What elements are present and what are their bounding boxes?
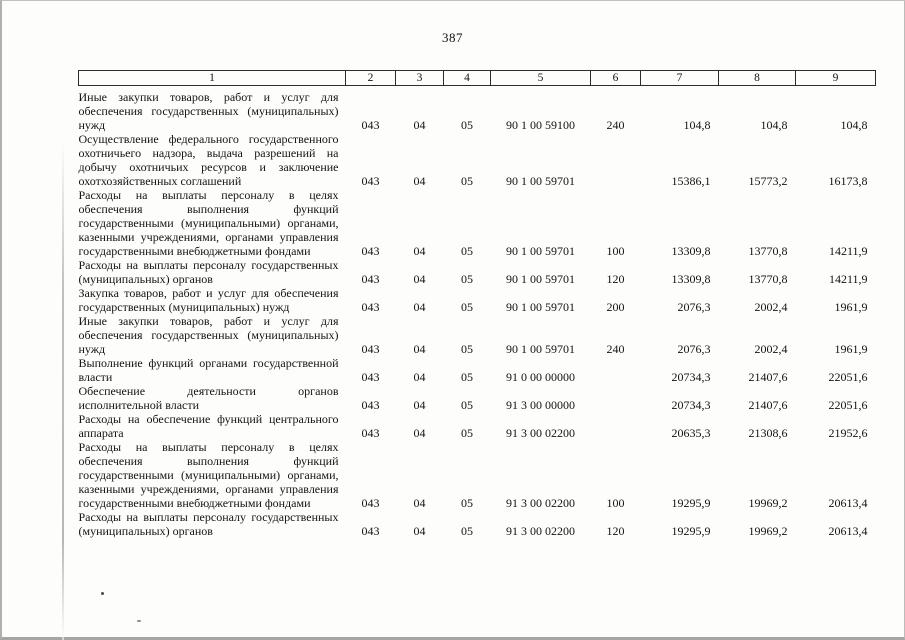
row-value-cell: 043 (361, 524, 380, 538)
table-row (79, 440, 876, 510)
row-value-cell: 043 (361, 496, 380, 510)
row-value-cell: 21407,6 (748, 398, 788, 412)
row-value-cell: 91 3 00 02200 (506, 524, 575, 538)
table-row (79, 86, 876, 133)
row-value-cell: 16173,8 (828, 174, 868, 188)
column-number-header: 7 (641, 71, 719, 86)
row-value-cell: 2002,4 (754, 342, 788, 356)
row-value-cell: 20613,4 (828, 496, 868, 510)
row-value-cell: 043 (361, 272, 380, 286)
table-body (79, 86, 876, 539)
budget-table (78, 70, 876, 538)
row-label-cell: Расходы на обеспечение функций центрального аппарата (78, 412, 339, 440)
table-row (79, 384, 876, 412)
row-value-cell: 21407,6 (748, 370, 788, 384)
row-label-cell: Иные закупки товаров, работ и услуг для обеспечения государственных (муниципальных) нужд (78, 314, 339, 356)
row-value-cell: 04 (413, 426, 426, 440)
row-value-cell: 04 (413, 496, 426, 510)
scan-edge-streak (62, 140, 64, 640)
table-row (79, 286, 876, 314)
table-row (79, 412, 876, 440)
row-value-cell: 05 (461, 496, 473, 510)
row-value-cell: 90 1 00 59701 (506, 244, 575, 258)
row-value-cell: 90 1 00 59701 (506, 342, 575, 356)
row-value-cell: 043 (361, 398, 380, 412)
row-label-cell: Расходы на выплаты персоналу в целях обеспечения выполнения функций государственными (муниципальными) органами, казенными учреждениями, органами управления государственными внебюджетными фондами (78, 188, 339, 258)
row-value-cell: 043 (361, 370, 380, 384)
row-value-cell: 04 (413, 272, 426, 286)
row-value-cell (591, 356, 641, 384)
page-number: 387 (442, 30, 463, 45)
row-value-cell: 91 3 00 02200 (506, 496, 575, 510)
table-header-row (79, 71, 876, 86)
row-label-cell: Осуществление федерального государственного охотничьего надзора, выдача разрешений на добычу охотничьих ресурсов и заключение охотхозяйственных соглашений (78, 132, 339, 188)
row-value-cell: 240 (606, 118, 625, 132)
row-value-cell: 20635,3 (671, 426, 711, 440)
row-value-cell: 2076,3 (677, 300, 711, 314)
row-value-cell: 043 (361, 342, 380, 356)
column-number-header: 8 (719, 71, 796, 86)
row-value-cell: 90 1 00 59701 (506, 272, 575, 286)
row-value-cell: 91 0 00 00000 (506, 370, 575, 384)
column-number-header: 6 (591, 71, 641, 86)
row-value-cell: 90 1 00 59100 (506, 118, 575, 132)
row-label-cell: Расходы на выплаты персоналу государственных (муниципальных) органов (78, 258, 339, 286)
row-value-cell: 04 (413, 118, 426, 132)
row-value-cell: 05 (461, 272, 473, 286)
row-value-cell: 043 (361, 300, 380, 314)
row-value-cell: 22051,6 (828, 398, 868, 412)
column-number-header: 9 (796, 71, 876, 86)
row-value-cell: 13770,8 (748, 272, 788, 286)
row-value-cell: 14211,9 (828, 272, 868, 286)
row-value-cell: 90 1 00 59701 (506, 174, 575, 188)
row-value-cell: 05 (461, 398, 473, 412)
row-value-cell: 05 (461, 524, 473, 538)
row-value-cell: 043 (361, 244, 380, 258)
row-value-cell: 100 (606, 496, 625, 510)
row-value-cell: 20734,3 (671, 398, 711, 412)
row-value-cell: 15386,1 (671, 174, 711, 188)
row-value-cell: 22051,6 (828, 370, 868, 384)
row-value-cell: 04 (413, 342, 426, 356)
row-value-cell: 91 3 00 00000 (506, 398, 575, 412)
row-value-cell: 104,8 (683, 118, 711, 132)
row-value-cell: 05 (461, 426, 473, 440)
row-value-cell: 04 (413, 398, 426, 412)
column-number-header: 1 (79, 71, 346, 86)
row-value-cell: 21952,6 (828, 426, 868, 440)
row-value-cell: 20613,4 (828, 524, 868, 538)
row-value-cell: 13309,8 (671, 272, 711, 286)
row-label-cell: Выполнение функций органами государственной власти (78, 356, 339, 384)
table-header (79, 71, 876, 86)
scan-artifact-dot (101, 592, 104, 595)
row-value-cell: 05 (461, 342, 473, 356)
row-value-cell: 05 (461, 244, 473, 258)
row-value-cell: 19295,9 (671, 496, 711, 510)
row-value-cell: 1961,9 (834, 300, 868, 314)
row-value-cell: 043 (361, 426, 380, 440)
row-value-cell (591, 412, 641, 440)
scan-artifact-dot (137, 620, 141, 622)
row-value-cell: 05 (461, 300, 473, 314)
row-value-cell: 20734,3 (671, 370, 711, 384)
row-value-cell: 120 (606, 524, 625, 538)
row-label-cell: Расходы на выплаты персоналу в целях обеспечения выполнения функций государственными (муниципальными) органами, казенными учреждениями, органами управления государственными внебюджетными фондами (78, 440, 339, 510)
row-label-cell: Иные закупки товаров, работ и услуг для обеспечения государственных (муниципальных) нужд (78, 90, 339, 132)
column-number-header: 4 (444, 71, 491, 86)
row-value-cell: 043 (361, 174, 380, 188)
row-value-cell: 2002,4 (754, 300, 788, 314)
row-value-cell: 21308,6 (748, 426, 788, 440)
row-value-cell: 240 (606, 342, 625, 356)
row-value-cell: 91 3 00 02200 (506, 426, 575, 440)
row-value-cell: 200 (606, 300, 625, 314)
row-value-cell: 05 (461, 118, 473, 132)
row-value-cell: 100 (606, 244, 625, 258)
row-value-cell: 19969,2 (748, 496, 788, 510)
row-label-cell: Закупка товаров, работ и услуг для обеспечения государственных (муниципальных) нужд (78, 286, 339, 314)
row-value-cell: 120 (606, 272, 625, 286)
row-value-cell: 043 (361, 118, 380, 132)
row-value-cell: 19295,9 (671, 524, 711, 538)
table-row (79, 258, 876, 286)
table-row (79, 510, 876, 538)
row-value-cell: 2076,3 (677, 342, 711, 356)
row-value-cell: 04 (413, 370, 426, 384)
row-value-cell: 15773,2 (748, 174, 788, 188)
row-label-cell: Расходы на выплаты персоналу государственных (муниципальных) органов (78, 510, 339, 538)
row-value-cell: 04 (413, 524, 426, 538)
row-value-cell: 04 (413, 174, 426, 188)
row-value-cell: 104,8 (760, 118, 788, 132)
table-row (79, 314, 876, 356)
row-value-cell: 14211,9 (828, 244, 868, 258)
row-value-cell: 104,8 (840, 118, 868, 132)
table-row (79, 356, 876, 384)
row-value-cell: 13309,8 (671, 244, 711, 258)
row-value-cell (591, 384, 641, 412)
row-value-cell: 1961,9 (834, 342, 868, 356)
row-value-cell: 05 (461, 174, 473, 188)
row-value-cell: 19969,2 (748, 524, 788, 538)
row-value-cell (591, 132, 641, 188)
row-value-cell: 05 (461, 370, 473, 384)
column-number-header: 3 (396, 71, 444, 86)
table-row (79, 188, 876, 258)
row-value-cell: 04 (413, 244, 426, 258)
column-number-header: 5 (491, 71, 591, 86)
row-value-cell: 90 1 00 59701 (506, 300, 575, 314)
row-label-cell: Обеспечение деятельности органов исполнительной власти (78, 384, 339, 412)
table-row (79, 132, 876, 188)
row-value-cell: 04 (413, 300, 426, 314)
column-number-header: 2 (346, 71, 396, 86)
row-value-cell: 13770,8 (748, 244, 788, 258)
